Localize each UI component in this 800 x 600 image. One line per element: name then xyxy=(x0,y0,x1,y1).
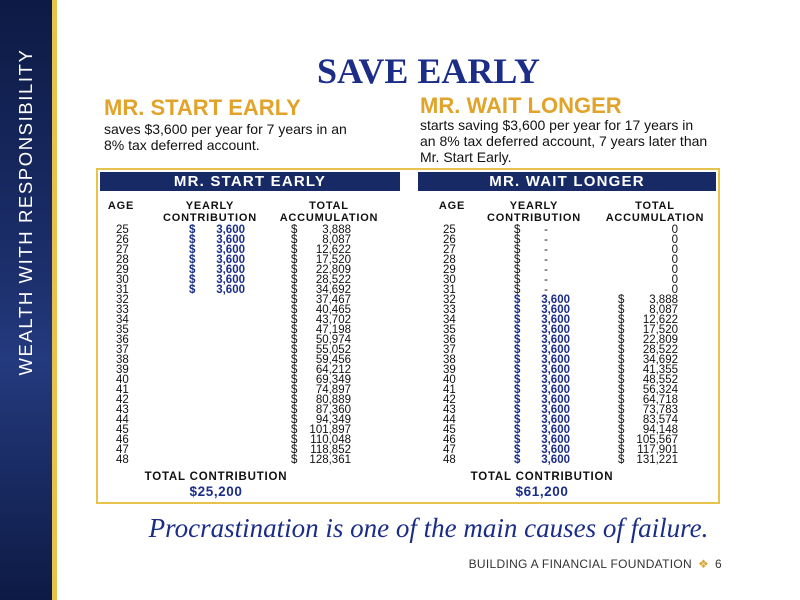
age-cell: 39 xyxy=(443,364,456,376)
amount: 28,522 xyxy=(642,344,678,356)
contribution-cell-empty xyxy=(189,295,245,305)
dollar-sign: $ xyxy=(291,234,298,246)
amount: - xyxy=(544,274,548,286)
col-header-line: TOTAL xyxy=(635,200,675,212)
amount: 3,600 xyxy=(541,364,570,376)
age-cell: 46 xyxy=(443,434,456,446)
amount: 118,852 xyxy=(310,444,351,456)
contribution-cell-empty xyxy=(189,425,245,435)
contribution-cell-empty xyxy=(189,345,245,355)
contribution-cell-empty xyxy=(189,395,245,405)
amount: 3,600 xyxy=(541,404,570,416)
diamond-icon: ❖ xyxy=(697,557,710,571)
dollar-sign: $ xyxy=(291,284,298,296)
amount: - xyxy=(544,284,548,296)
dollar-sign: $ xyxy=(291,314,298,326)
right-description xyxy=(420,117,707,165)
dollar-sign: $ xyxy=(514,334,521,346)
dollar-sign: $ xyxy=(189,254,196,266)
sidebar-label: WEALTH WITH RESPONSIBILITY xyxy=(15,48,36,376)
col-header-line: ACCUMULATION xyxy=(279,212,379,224)
dollar-sign: $ xyxy=(514,414,521,426)
amount: 3,600 xyxy=(541,324,570,336)
dollar-sign: $ xyxy=(618,354,625,366)
dollar-sign: $ xyxy=(514,424,521,436)
dollar-sign: $ xyxy=(291,344,298,356)
contribution-cell xyxy=(514,245,570,255)
amount: 3,600 xyxy=(541,424,570,436)
amount: 48,552 xyxy=(642,374,678,386)
accumulation-cell xyxy=(291,455,351,465)
left-table-header: MR. START EARLY xyxy=(100,172,400,191)
dollar-sign: $ xyxy=(514,314,521,326)
right-total-value: $61,200 xyxy=(515,484,569,499)
dollar-sign: $ xyxy=(514,374,521,386)
right-heading: MR. WAIT LONGER xyxy=(420,93,622,118)
age-cell: 25 xyxy=(443,224,456,236)
dollar-sign: $ xyxy=(514,244,521,256)
left-description-line: saves $3,600 per year for 7 years in an xyxy=(104,121,347,137)
contribution-cell-empty xyxy=(189,385,245,395)
dollar-sign: $ xyxy=(514,394,521,406)
amount: 83,574 xyxy=(642,414,678,426)
dollar-sign: $ xyxy=(189,274,196,286)
left-col-age-header xyxy=(101,200,141,212)
amount: 12,622 xyxy=(642,314,678,326)
dollar-sign: $ xyxy=(618,454,625,466)
amount: 128,361 xyxy=(309,454,351,466)
accumulation-cell: 0 xyxy=(671,264,678,276)
dollar-sign: $ xyxy=(291,384,298,396)
left-age-column xyxy=(116,225,146,465)
right-total-label: TOTAL CONTRIBUTION xyxy=(470,471,614,483)
left-col-accumulation-header xyxy=(270,200,388,224)
col-header-line: ACCUMULATION xyxy=(605,212,705,224)
dollar-sign: $ xyxy=(618,314,625,326)
amount: 87,360 xyxy=(315,404,351,416)
table-header-divider xyxy=(400,170,418,194)
amount: 3,600 xyxy=(541,454,570,466)
age-cell: 45 xyxy=(116,424,129,436)
amount: 3,600 xyxy=(541,344,570,356)
amount: 3,600 xyxy=(541,394,570,406)
amount: 69,349 xyxy=(315,374,351,386)
dollar-sign: $ xyxy=(291,224,298,236)
dollar-sign: $ xyxy=(618,394,625,406)
age-cell: 40 xyxy=(443,374,456,386)
dollar-sign: $ xyxy=(291,414,298,426)
dollar-sign: $ xyxy=(189,234,196,246)
amount: - xyxy=(544,224,548,236)
dollar-sign: $ xyxy=(618,424,625,436)
amount: 80,889 xyxy=(315,394,351,406)
dollar-sign: $ xyxy=(291,364,298,376)
age-cell: 29 xyxy=(443,264,456,276)
amount: 34,692 xyxy=(642,354,678,366)
age-cell: 28 xyxy=(116,254,129,266)
amount: 117,901 xyxy=(637,444,678,456)
amount: 3,600 xyxy=(216,234,245,246)
amount: 37,467 xyxy=(315,294,351,306)
amount: 3,600 xyxy=(216,224,245,236)
amount: 131,221 xyxy=(636,454,678,466)
amount: 74,897 xyxy=(315,384,351,396)
dollar-sign: $ xyxy=(618,344,625,356)
right-col-accumulation-header xyxy=(596,200,714,224)
amount: 17,520 xyxy=(642,324,678,336)
right-description-line: an 8% tax deferred account, 7 years later than xyxy=(420,133,708,149)
col-header-line: YEARLY xyxy=(509,200,559,212)
contribution-cell-empty xyxy=(189,315,245,325)
accumulation-cell: 0 xyxy=(671,224,678,236)
age-cell: 43 xyxy=(443,404,456,416)
right-contribution-column xyxy=(514,225,570,465)
contribution-cell xyxy=(514,265,570,275)
amount: 3,600 xyxy=(216,264,245,276)
age-cell: 39 xyxy=(116,364,129,376)
right-col-contribution-header xyxy=(476,200,592,224)
accumulation-cell: 0 xyxy=(671,284,678,296)
age-cell: 27 xyxy=(116,244,129,256)
accumulation-cell: 0 xyxy=(671,234,678,246)
dollar-sign: $ xyxy=(514,304,521,316)
amount: 22,809 xyxy=(642,334,678,346)
age-cell: 26 xyxy=(443,234,456,246)
age-cell: 29 xyxy=(116,264,129,276)
col-header-line: AGE xyxy=(107,200,135,212)
age-cell: 33 xyxy=(116,304,129,316)
accumulation-cell: 0 xyxy=(671,254,678,266)
contribution-cell xyxy=(514,255,570,265)
left-contribution-column xyxy=(189,225,245,465)
age-cell: 41 xyxy=(116,384,129,396)
dollar-sign: $ xyxy=(291,404,298,416)
contribution-cell xyxy=(514,455,570,465)
dollar-sign: $ xyxy=(189,224,196,236)
contribution-cell xyxy=(514,275,570,285)
age-cell: 44 xyxy=(116,414,129,426)
age-cell: 31 xyxy=(443,284,456,296)
amount: 3,600 xyxy=(541,294,570,306)
age-cell: 32 xyxy=(116,294,129,306)
age-cell: 46 xyxy=(116,434,129,446)
dollar-sign: $ xyxy=(514,264,521,276)
amount: 22,809 xyxy=(315,264,351,276)
dollar-sign: $ xyxy=(291,374,298,386)
amount: 47,198 xyxy=(315,324,351,336)
col-header-line: CONTRIBUTION xyxy=(163,212,257,224)
amount: 59,456 xyxy=(315,354,351,366)
age-cell: 38 xyxy=(116,354,129,366)
footer xyxy=(469,557,722,571)
left-description xyxy=(104,121,347,153)
contribution-cell xyxy=(514,235,570,245)
amount: 105,567 xyxy=(636,434,678,446)
amount: 3,600 xyxy=(541,384,570,396)
amount: 101,897 xyxy=(309,424,351,436)
amount: 3,600 xyxy=(216,244,245,256)
right-accumulation-column xyxy=(618,225,678,465)
dollar-sign: $ xyxy=(618,324,625,336)
dollar-sign: $ xyxy=(291,354,298,366)
amount: 43,702 xyxy=(315,314,351,326)
age-cell: 25 xyxy=(116,224,129,236)
age-cell: 35 xyxy=(443,324,456,336)
age-cell: 48 xyxy=(116,454,129,466)
age-cell: 37 xyxy=(116,344,129,356)
dollar-sign: $ xyxy=(291,304,298,316)
dollar-sign: $ xyxy=(291,334,298,346)
age-cell: 34 xyxy=(443,314,456,326)
contribution-cell-empty xyxy=(189,375,245,385)
right-age-column xyxy=(443,225,473,465)
dollar-sign: $ xyxy=(514,224,521,236)
age-cell: 27 xyxy=(443,244,456,256)
amount: 3,600 xyxy=(541,444,570,456)
contribution-cell xyxy=(189,285,245,295)
dollar-sign: $ xyxy=(514,294,521,306)
age-cell: 42 xyxy=(443,394,456,406)
amount: 64,718 xyxy=(642,394,678,406)
dollar-sign: $ xyxy=(291,454,298,466)
dollar-sign: $ xyxy=(291,264,298,276)
contribution-cell-empty xyxy=(189,455,245,465)
dollar-sign: $ xyxy=(291,254,298,266)
col-header-line: CONTRIBUTION xyxy=(487,212,581,224)
age-cell: 35 xyxy=(116,324,129,336)
contribution-cell-empty xyxy=(189,305,245,315)
dollar-sign: $ xyxy=(618,374,625,386)
contribution-cell-empty xyxy=(189,355,245,365)
amount: 28,522 xyxy=(315,274,351,286)
dollar-sign: $ xyxy=(514,364,521,376)
contribution-cell-empty xyxy=(189,435,245,445)
dollar-sign: $ xyxy=(514,344,521,356)
age-cell: 48 xyxy=(443,454,456,466)
dollar-sign: $ xyxy=(514,324,521,336)
dollar-sign: $ xyxy=(618,414,625,426)
dollar-sign: $ xyxy=(618,444,625,456)
dollar-sign: $ xyxy=(618,364,625,376)
amount: 73,783 xyxy=(642,404,678,416)
amount: 3,600 xyxy=(541,354,570,366)
dollar-sign: $ xyxy=(189,284,196,296)
age-cell: 45 xyxy=(443,424,456,436)
amount: 34,692 xyxy=(315,284,351,296)
dollar-sign: $ xyxy=(291,274,298,286)
dollar-sign: $ xyxy=(291,294,298,306)
dollar-sign: $ xyxy=(618,434,625,446)
amount: 41,355 xyxy=(642,364,678,376)
dollar-sign: $ xyxy=(618,384,625,396)
accumulation-cell xyxy=(618,455,678,465)
contribution-cell-empty xyxy=(189,405,245,415)
age-cell: 31 xyxy=(116,284,129,296)
left-description-line: 8% tax deferred account. xyxy=(104,137,260,153)
amount: 94,349 xyxy=(315,414,351,426)
amount: 3,600 xyxy=(541,414,570,426)
left-total-label: TOTAL CONTRIBUTION xyxy=(144,471,288,483)
amount: - xyxy=(544,264,548,276)
left-col-contribution-header xyxy=(156,200,264,224)
amount: 3,600 xyxy=(541,374,570,386)
sidebar xyxy=(0,0,52,600)
dollar-sign: $ xyxy=(514,404,521,416)
amount: 110,048 xyxy=(310,434,351,446)
dollar-sign: $ xyxy=(514,454,521,466)
amount: - xyxy=(544,244,548,256)
age-cell: 30 xyxy=(116,274,129,286)
amount: 50,974 xyxy=(315,334,351,346)
dollar-sign: $ xyxy=(514,434,521,446)
dollar-sign: $ xyxy=(291,394,298,406)
col-header-line: AGE xyxy=(438,200,466,212)
dollar-sign: $ xyxy=(514,384,521,396)
age-cell: 42 xyxy=(116,394,129,406)
dollar-sign: $ xyxy=(189,264,196,276)
dollar-sign: $ xyxy=(618,294,625,306)
age-cell: 36 xyxy=(443,334,456,346)
amount: 3,600 xyxy=(216,254,245,266)
right-col-age-header xyxy=(432,200,472,212)
age-cell: 44 xyxy=(443,414,456,426)
dollar-sign: $ xyxy=(618,404,625,416)
dollar-sign: $ xyxy=(514,254,521,266)
amount: 55,052 xyxy=(315,344,351,356)
dollar-sign: $ xyxy=(514,274,521,286)
left-accumulation-column xyxy=(291,225,351,465)
col-header-line: TOTAL xyxy=(309,200,349,212)
amount: 3,600 xyxy=(541,434,570,446)
age-cell: 26 xyxy=(116,234,129,246)
contribution-cell-empty xyxy=(189,445,245,455)
amount: 3,600 xyxy=(541,334,570,346)
footer-text: BUILDING A FINANCIAL FOUNDATION xyxy=(468,557,692,571)
dollar-sign: $ xyxy=(514,444,521,456)
amount: 17,520 xyxy=(315,254,351,266)
dollar-sign: $ xyxy=(514,234,521,246)
amount: 12,622 xyxy=(315,244,351,256)
age-cell: 28 xyxy=(443,254,456,266)
left-total-value: $25,200 xyxy=(189,484,243,499)
amount: 56,324 xyxy=(642,384,678,396)
amount: 8,087 xyxy=(649,304,678,316)
right-table-header: MR. WAIT LONGER xyxy=(418,172,716,191)
amount: 3,888 xyxy=(322,224,351,236)
age-cell: 33 xyxy=(443,304,456,316)
age-cell: 30 xyxy=(443,274,456,286)
dollar-sign: $ xyxy=(514,284,521,296)
amount: 3,600 xyxy=(541,314,570,326)
quote: Procrastination is one of the main causes of failure. xyxy=(148,513,709,543)
age-cell: 40 xyxy=(116,374,129,386)
dollar-sign: $ xyxy=(618,334,625,346)
dollar-sign: $ xyxy=(514,354,521,366)
right-description-line: Mr. Start Early. xyxy=(420,149,512,165)
age-cell: 32 xyxy=(443,294,456,306)
page-title: SAVE EARLY xyxy=(316,51,541,91)
contribution-cell-empty xyxy=(189,365,245,375)
dollar-sign: $ xyxy=(291,424,298,436)
amount: 8,087 xyxy=(322,234,351,246)
age-cell: 43 xyxy=(116,404,129,416)
age-cell: 37 xyxy=(443,344,456,356)
contribution-cell-empty xyxy=(189,335,245,345)
amount: - xyxy=(544,254,548,266)
contribution-cell-empty xyxy=(189,415,245,425)
amount: 3,600 xyxy=(541,304,570,316)
age-cell: 34 xyxy=(116,314,129,326)
dollar-sign: $ xyxy=(291,434,298,446)
amount: - xyxy=(544,234,548,246)
page-number: 6 xyxy=(715,557,722,571)
col-header-line: YEARLY xyxy=(185,200,235,212)
dollar-sign: $ xyxy=(291,244,298,256)
dollar-sign: $ xyxy=(291,324,298,336)
amount: 3,888 xyxy=(649,294,678,306)
age-cell: 47 xyxy=(116,444,129,456)
contribution-cell xyxy=(514,225,570,235)
accumulation-cell: 0 xyxy=(671,244,678,256)
age-cell: 41 xyxy=(443,384,456,396)
dollar-sign: $ xyxy=(618,304,625,316)
amount: 94,148 xyxy=(642,424,678,436)
right-description-line: starts saving $3,600 per year for 17 years in xyxy=(420,117,694,133)
age-cell: 36 xyxy=(116,334,129,346)
contribution-cell-empty xyxy=(189,325,245,335)
age-cell: 38 xyxy=(443,354,456,366)
age-cell: 47 xyxy=(443,444,456,456)
dollar-sign: $ xyxy=(189,244,196,256)
accumulation-cell: 0 xyxy=(671,274,678,286)
amount: 40,465 xyxy=(315,304,351,316)
amount: 3,600 xyxy=(216,284,245,296)
amount: 3,600 xyxy=(216,274,245,286)
left-heading: MR. START EARLY xyxy=(104,95,301,120)
dollar-sign: $ xyxy=(291,444,298,456)
amount: 64,212 xyxy=(315,364,351,376)
